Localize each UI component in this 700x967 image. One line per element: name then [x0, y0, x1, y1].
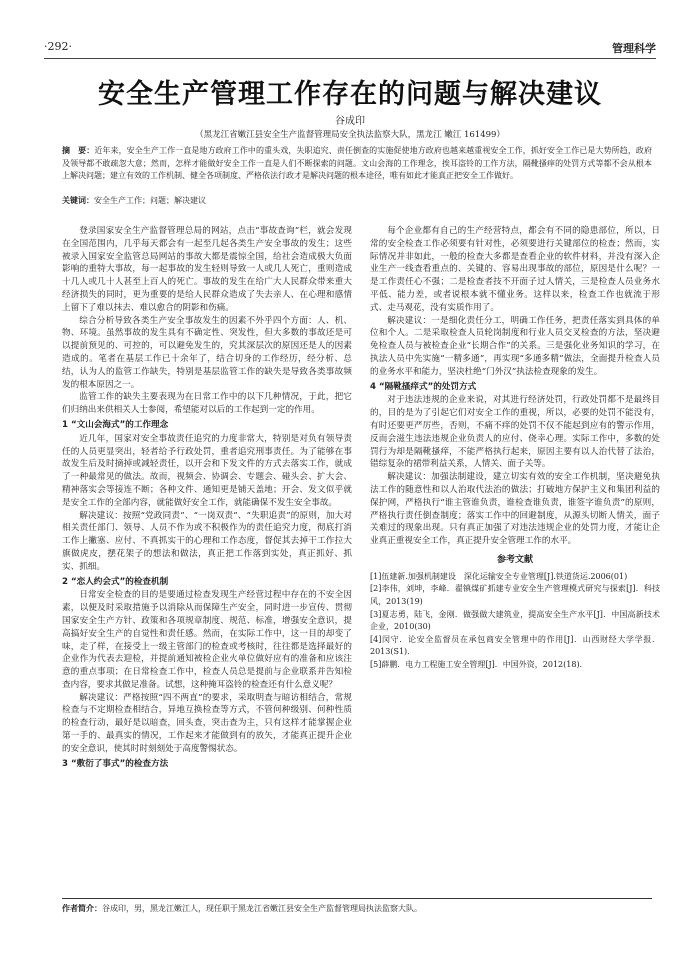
section-heading: 2 “恋人约会式”的检查机制: [62, 576, 169, 587]
affiliation: （黑龙江省嫩江县安全生产监督管理局安全执法监察大队，黑龙江 嫩江 161499）: [195, 130, 505, 140]
section-heading: 4 “隔靴搔痒式”的处罚方式: [370, 381, 477, 392]
section-heading: 3 “敷衍了事式”的检查方法: [62, 758, 169, 769]
body-paragraph: 解决建议：严格按照“四不两直”的要求，采取明查与暗访相结合，常规检查与不定期检查相结合，异地互换检查等方式，不管何种级别、何种性质的检查行动，最好是以暗查，回头查，突击查为主，只有这样才能掌握企业第一手的、最真实的情况，工作起来才能做到有的放矢，才能真正提升企业的安全意识，使其时时刻刻处于高度警惕状态。: [62, 692, 352, 754]
journal-section: 管理科学: [612, 42, 656, 55]
header-rule: [44, 58, 656, 59]
reference-item: [3]夏志勇，陆飞，金刚．做强做大建筑业，提高安全生产水平[J]．中国高新技术企业，2010(30): [370, 609, 660, 632]
body-paragraph: 对于违法违规的企业来说，对其进行经济处罚，行政处罚都不是最终目的，目的是为了引起它们对安全工作的重视，所以，必要的处罚不能没有，有时还要更严厉些，否则，不痛不痒的处罚不仅不能起到应有的警示作用，反而会滋生违法违规企业负责人的应付、侥幸心理。实际工作中，多数的处罚行为却是隔靴搔痒，不能严格执行起来，原因主要有以人治代替了法治，错综复杂的裙带利益关系，人情关、面子关等。: [370, 395, 660, 470]
article-title: 安全生产管理工作存在的问题与解决建议: [98, 79, 602, 110]
reference-item: [1]伍建新.加强机制建设 深化运输安全专业管理[J].铁道货运.2006(01): [370, 571, 628, 581]
section-heading: 1 “文山会海式”的工作理念: [62, 419, 169, 430]
body-paragraph: 综合分析导致各类生产安全事故发生的因素不外乎四个方面：人、机、物、环境。虽然事故的发生具有不确定性、突发性，但大多数的事故还是可以提前预见的、可控的，可以避免发生的，究其深层次的原因还是人的因素造成的。笔者在基层工作已十余年了，结合切身的工作经历，经分析、总结，认为人的监管工作缺失，特别是基层监管工作的缺失是导致各类事故频发的根本原因之一。: [62, 315, 352, 390]
body-paragraph: 解决建议：一是细化责任分工，明确工作任务，把责任落实到具体的单位和个人。二是采取检查人员轮岗制度和行业人员交叉检查的方法，坚决避免检查人员与被检查企业“长期合作”的关系。三是强化业务知识的学习，在执法人员中先实施“一精多通”，再实现“多通多精”做法，全面提升检查人员的业务水平和能力，坚决杜绝“门外汉”执法检查现象的发生。: [370, 315, 660, 377]
abstract: [62, 145, 652, 183]
reference-item: [5]薛鹏．电力工程施工安全管理[J]．中国外资，2012(18)．: [370, 659, 588, 669]
reference-item: [2]李伟，刘坤，李峰．翟镇煤矿抓建专业安全生产管理模式研究与探索[J]．科技风，2013(19): [370, 584, 660, 606]
body-paragraph: 监管工作的缺失主要表现为在日常工作中的以下几种情况，于此，把它们归纳出来供相关人士参阅，希望能对以后的工作起到一定的作用。: [62, 392, 352, 416]
body-paragraph: 解决建议：按照“党政同责”、“一岗双责”、“失职追责”的原则，加大对相关责任部门、领导、人员不作为或不积极作为的责任追究力度，彻底打消工作上撇塞、应付、不真抓实干的心理和工作态度，督促其去掉干工作拉大旗做虎皮，摆花架子的想法和做法，真正把工作落到实处，真正抓好、抓实、抓细。: [62, 510, 352, 572]
left-column: [62, 225, 352, 771]
author-bio: [62, 903, 652, 914]
body-paragraph: 解决建议：加强法制建设，建立切实有效的安全工作机制，坚决避免执法工作的随意性和以人治取代法治的做法；打破地方保护主义和集团利益的保护网，严格执行“谁主管谁负责，谁检查谁负责，谁签字谁负责”的原则，严格执行责任倒查制度；落实工作中的回避制度，从源头切断人情关，面子关难过的现象出现。只有真正加强了对违法违规企业的处罚力度，才能让企业真正重视安全工作，真正提升安全管理工作的水平。: [370, 472, 660, 547]
body-paragraph: 近几年，国家对安全事故责任追究的力度非常大，特别是对负有领导责任的人员更显突出，轻者给予行政处罚，重者追究刑事责任。为了能够在事故发生后及时摘掉或减轻责任，以开会和下发文件的方式去落实工作，就成了一种最常见的做法。故而，视频会、协调会、专题会、碰头会、扩大会、精神落实会等接连不断；各种文件、通知更是铺天盖地；开会、发文似乎就是安全工作的全部内容，就能做好安全工作，就能确保不发生安全事故。: [62, 433, 352, 508]
keywords: [62, 195, 652, 206]
right-column: [370, 225, 660, 671]
body-paragraph: 日常安全检查的目的是要通过检查发现生产经营过程中存在的不安全因素，以便及时采取措施予以消除从而保障生产安全，同时进一步宣传、贯彻国家安全生产方针、政策和各项规章制度、规范、标准，增强安全意识，提高搞好安全生产的自觉性和责任感。然而，在实际工作中，这一目的却变了味，走了样，在接受上一级主管部门的检查或考核时，往往都是选择最好的企业作为代表去迎检，并提前通知被检企业火单位做好应有的准备和应该注意的重点事项；在日常检查工作中，检查人员总是提前与企业联系并告知检查内容，要求其做足准备。试想，这种掩耳盗铃的检查还有什么意义呢？: [62, 590, 352, 690]
body-paragraph: 登录国家安全生产监督管理总局的网站，点击“事故查询”栏，就会发现在全国范围内，几乎每天都会有一起至几起各类生产安全事故的发生；这些被录入国家安全监管总局网站的事故大都是震惊全国，给社会造成极大负面影响的重特大事故，每一起事故的发生轻则导致一人或几人死亡，重则造成十几人或几十人甚至上百人的死亡。事故的发生在给广大人民群众带来重大经济损失的同时，更为重要的是给人民群众造成了失去亲人、在心理和感情上留下了难以抹去、难以愈合的阴影和伤痛。: [62, 226, 352, 313]
references-title: 参考文献: [496, 554, 533, 565]
abstract-label: 摘 要：: [62, 146, 95, 155]
abstract-text: 近年来，安全生产工作一直是地方政府工作中的重头戏，失职追究、责任倒查的实施促使地方政府也越来越重视安全工作，抓好安全工作已是大势所趋，政府及领导都不敢疏忽大意；然而，怎样才能做好安全工作一直是人们不断探索的问题。文山会海的工作理念，挨耳盗铃的工作方法，隔靴搔痒的处罚方式等都不会从根本上解决问题；建立有效的工作机制、健全各项制度、严格依法行政才是解决问题的根本途径，唯有如此才能真正把安全工作做好。: [62, 146, 653, 181]
reference-item: [4]闵守．论安全监督员在承包商安全管理中的作用[J]．山西财经大学学报．2013(S1)．: [370, 634, 660, 657]
keywords-label: 关键词：: [62, 196, 94, 205]
page-header: [44, 40, 656, 58]
footnote-rule: [62, 898, 652, 899]
page-number: ·292·: [44, 40, 72, 53]
author-bio-label: 作者简介：: [62, 904, 102, 913]
body-paragraph: 每个企业都有自己的生产经营特点，都会有不同的隐患部位，所以，日常的安全检查工作必须要有针对性，必须要进行关键部位的检查；然而，实际情况并非如此，一般的检查大多都是查看企业的软件材料，并没有深入企业生产一线查看重点的、关键的、容易出现事故的部位，原因是什么呢？一是工作责任心不强；二是检查者技不开面子过人情关，三是检查人员业务水平低、能力差，或者说根本就不懂业务。这样以来，检查工作也就流于形式、走马观花，没有实质作用了。: [370, 226, 660, 313]
keywords-text: 安全生产工作；问题；解决建议: [94, 196, 206, 205]
author: 谷成印: [335, 116, 365, 127]
author-bio-text: 谷成印，男，黑龙江嫩江人，现任职于黑龙江省嫩江县安全生产监督管理局执法监察大队。: [102, 904, 422, 913]
